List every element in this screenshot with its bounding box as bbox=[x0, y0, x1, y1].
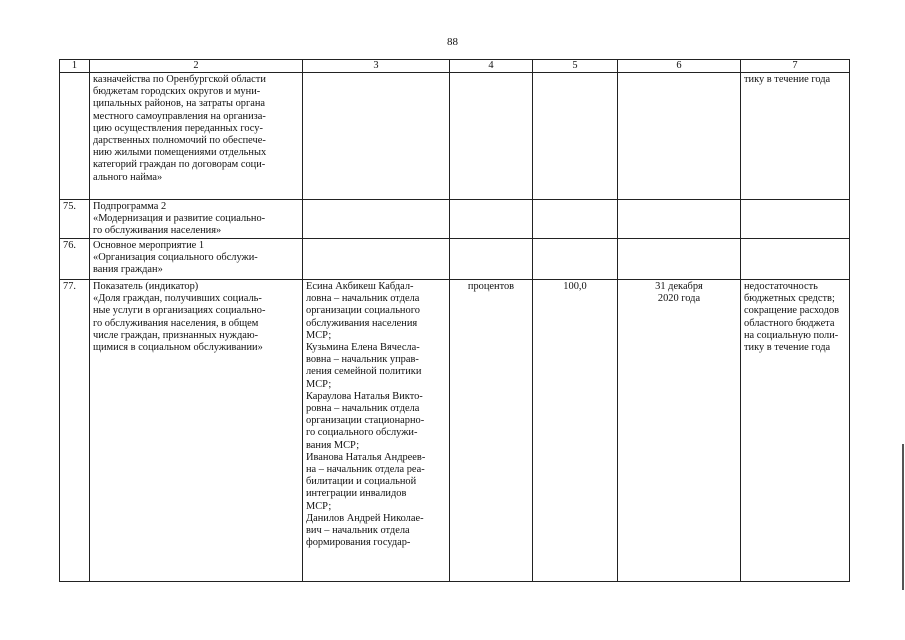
row-name: Показатель (индикатор) «Доля граждан, получивших социаль- ные услуги в организациях социально- го обслуживания населения, в общем числе граждан, признанных нуждаю- щимися в социальном обслуживании» bbox=[90, 280, 303, 582]
row-responsible bbox=[303, 200, 450, 239]
row-name: Основное мероприятие 1 «Организация социального обслужи- вания граждан» bbox=[90, 239, 303, 280]
column-header: 1 bbox=[60, 60, 90, 73]
row-value: 100,0 bbox=[533, 280, 618, 582]
indicator-table bbox=[59, 59, 850, 582]
row-value bbox=[533, 73, 618, 200]
row-unit bbox=[450, 239, 533, 280]
row-number: 77. bbox=[60, 280, 90, 582]
column-header: 2 bbox=[90, 60, 303, 73]
column-header: 3 bbox=[303, 60, 450, 73]
row-number: 76. bbox=[60, 239, 90, 280]
table-row bbox=[60, 73, 850, 200]
row-date bbox=[618, 73, 741, 200]
row-value bbox=[533, 239, 618, 280]
row-risk bbox=[741, 239, 850, 280]
row-risk: тику в течение года bbox=[741, 73, 850, 200]
table-row bbox=[60, 200, 850, 239]
row-name: Подпрограмма 2 «Модернизация и развитие социально- го обслуживания населения» bbox=[90, 200, 303, 239]
row-number: 75. bbox=[60, 200, 90, 239]
row-risk: недостаточность бюджетных средств; сокращение расходов областного бюджета на социальную поли- тику в течение года bbox=[741, 280, 850, 582]
table-row bbox=[60, 280, 850, 582]
column-header: 6 bbox=[618, 60, 741, 73]
row-date: 31 декабря 2020 года bbox=[618, 280, 741, 582]
row-responsible: Есина Акбикеш Кабдал- ловна – начальник отдела организации социального обслуживания населения МСР; Кузьмина Елена Вячесла- вовна – начальник управ- ления семейной политики МСР; Караулова Наталья Викто- ровна – начальник отдела организации стационарно- го социального обслужи- вания МСР; Иванова Наталья Андреев- на – начальник отдела реа- билитации и социальной интеграции инвалидов МСР; Данилов Андрей Николае- вич – начальник отдела формирования государ- bbox=[303, 280, 450, 582]
row-date bbox=[618, 200, 741, 239]
column-header: 7 bbox=[741, 60, 850, 73]
row-responsible bbox=[303, 73, 450, 200]
row-unit bbox=[450, 200, 533, 239]
table-row bbox=[60, 239, 850, 280]
row-unit bbox=[450, 73, 533, 200]
row-responsible bbox=[303, 239, 450, 280]
row-risk bbox=[741, 200, 850, 239]
scan-edge-line bbox=[902, 444, 904, 590]
column-header: 5 bbox=[533, 60, 618, 73]
page-number: 88 bbox=[447, 36, 458, 48]
row-value bbox=[533, 200, 618, 239]
header-row bbox=[60, 60, 850, 73]
column-header: 4 bbox=[450, 60, 533, 73]
row-date bbox=[618, 239, 741, 280]
row-unit: процентов bbox=[450, 280, 533, 582]
row-number bbox=[60, 73, 90, 200]
row-name: казначейства по Оренбургской области бюджетам городских округов и муни- ципальных районов, на затраты органа местного самоуправления на организа- цию осуществления переданных госу- дарственных полномочий по обеспече- нию жилыми помещениями отдельных категорий граждан по договорам соци- ального найма» bbox=[90, 73, 303, 200]
